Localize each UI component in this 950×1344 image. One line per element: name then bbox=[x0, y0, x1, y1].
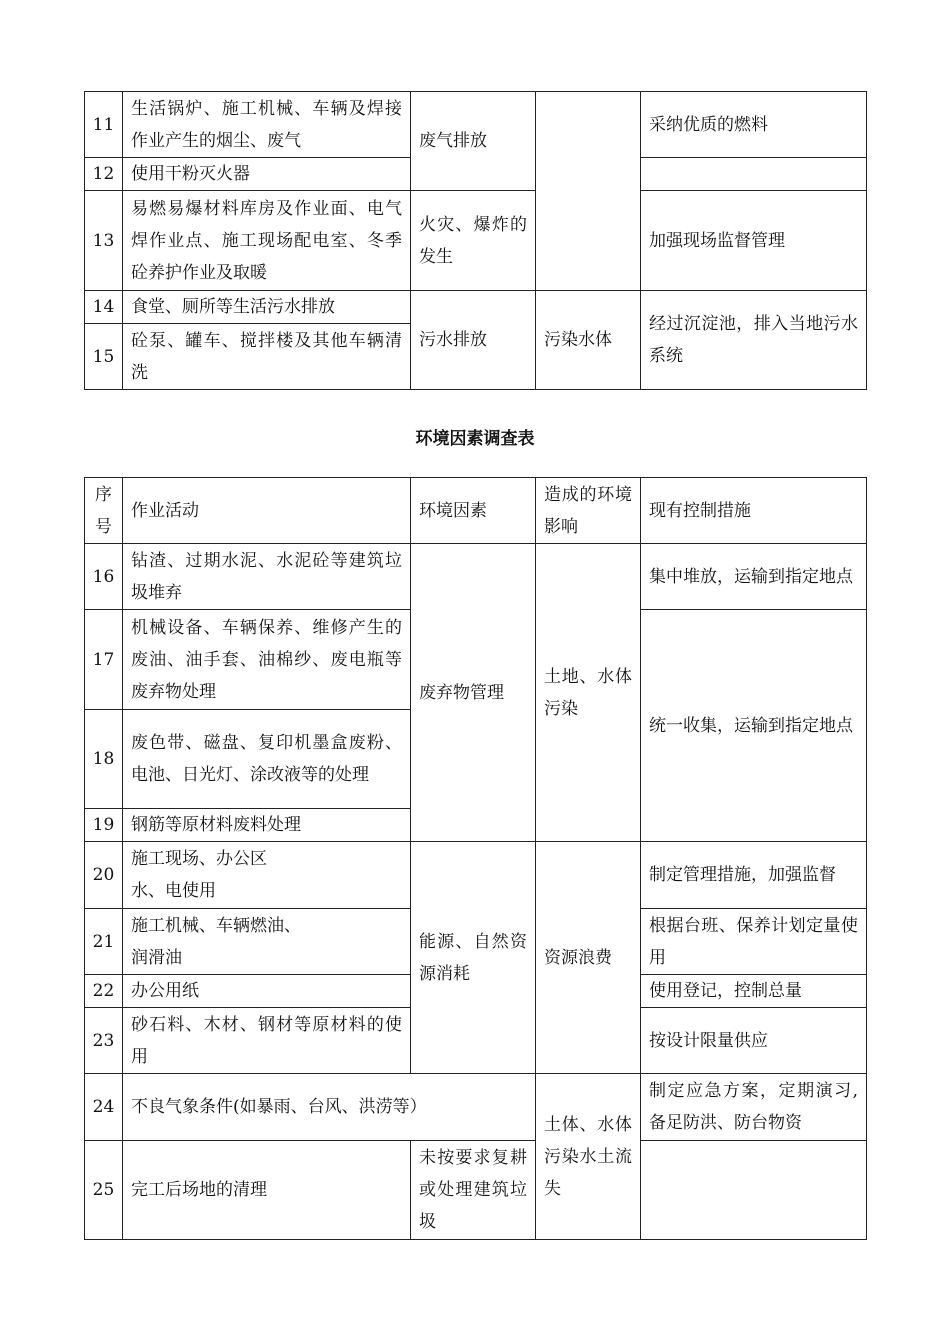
factor-cell: 能源、自然资源消耗 bbox=[411, 842, 536, 1074]
activity-line: 润滑油 bbox=[131, 947, 182, 968]
row-number: 22 bbox=[85, 975, 123, 1008]
measure-cell: 加强现场监督管理 bbox=[641, 191, 867, 291]
row-number: 14 bbox=[85, 291, 123, 324]
table-row bbox=[85, 1074, 867, 1141]
row-number: 13 bbox=[85, 191, 123, 291]
table-row bbox=[85, 191, 867, 291]
row-number: 15 bbox=[85, 324, 123, 390]
measure-cell: 制定管理措施，加强监督 bbox=[641, 842, 867, 909]
measure-cell: 根据台班、保养计划定量使用 bbox=[641, 909, 867, 975]
impact-cell: 土地、水体污染 bbox=[536, 544, 641, 842]
row-number: 24 bbox=[85, 1074, 123, 1141]
table-row bbox=[85, 544, 867, 610]
row-number: 16 bbox=[85, 544, 123, 610]
row-number: 17 bbox=[85, 610, 123, 710]
table-row bbox=[85, 92, 867, 158]
activity-cell bbox=[123, 909, 411, 975]
row-number: 20 bbox=[85, 842, 123, 909]
activity-line: 水、电使用 bbox=[131, 881, 216, 901]
activity-line: 施工机械、车辆燃油、 bbox=[131, 915, 301, 936]
factor-cell: 火灾、爆炸的发生 bbox=[411, 191, 536, 291]
activity-cell: 使用干粉灭火器 bbox=[123, 158, 411, 191]
measure-cell: 集中堆放，运输到指定地点 bbox=[641, 544, 867, 610]
activity-cell: 砼泵、罐车、搅拌楼及其他车辆清洗 bbox=[123, 324, 411, 390]
activity-cell: 不良气象条件(如暴雨、台风、洪涝等） bbox=[123, 1074, 536, 1141]
measure-cell bbox=[641, 158, 867, 191]
header-activity: 作业活动 bbox=[123, 478, 411, 544]
measure-cell: 采纳优质的燃料 bbox=[641, 92, 867, 158]
impact-cell: 污染水体 bbox=[536, 291, 641, 390]
factor-cell: 污水排放 bbox=[411, 291, 536, 390]
header-measure: 现有控制措施 bbox=[641, 478, 867, 544]
activity-line: 施工现场、办公区 bbox=[131, 849, 267, 869]
activity-cell: 易燃易爆材料库房及作业面、电气焊作业点、施工现场配电室、冬季砼养护作业及取暖 bbox=[123, 191, 411, 291]
factor-cell: 废弃物管理 bbox=[411, 544, 536, 842]
table-row bbox=[85, 291, 867, 324]
row-number: 19 bbox=[85, 809, 123, 842]
environmental-factors-table bbox=[84, 477, 867, 1240]
row-number: 23 bbox=[85, 1008, 123, 1074]
activity-cell: 完工后场地的清理 bbox=[123, 1141, 411, 1240]
table-row bbox=[85, 842, 867, 909]
row-number: 11 bbox=[85, 92, 123, 158]
activity-cell: 生活锅炉、施工机械、车辆及焊接作业产生的烟尘、废气 bbox=[123, 92, 411, 158]
activity-cell: 食堂、厕所等生活污水排放 bbox=[123, 291, 411, 324]
activity-cell: 砂石料、木材、钢材等原材料的使用 bbox=[123, 1008, 411, 1074]
measure-cell: 使用登记，控制总量 bbox=[641, 975, 867, 1008]
pollution-table-continued bbox=[84, 91, 867, 390]
factor-cell: 未按要求复耕或处理建筑垃圾 bbox=[411, 1141, 536, 1240]
header-row bbox=[85, 478, 867, 544]
impact-cell bbox=[536, 92, 641, 291]
measure-cell: 经过沉淀池，排入当地污水系统 bbox=[641, 291, 867, 390]
row-number: 12 bbox=[85, 158, 123, 191]
row-number: 21 bbox=[85, 909, 123, 975]
impact-cell: 资源浪费 bbox=[536, 842, 641, 1074]
impact-cell: 土体、水体污染水土流失 bbox=[536, 1074, 641, 1240]
table-title: 环境因素调查表 bbox=[415, 429, 535, 449]
header-factor: 环境因素 bbox=[411, 478, 536, 544]
measure-cell: 统一收集，运输到指定地点 bbox=[641, 610, 867, 842]
activity-cell: 钢筋等原材料废料处理 bbox=[123, 809, 411, 842]
row-number: 18 bbox=[85, 710, 123, 809]
activity-cell: 机械设备、车辆保养、维修产生的废油、油手套、油棉纱、废电瓶等废弃物处理 bbox=[123, 610, 411, 710]
table-row bbox=[85, 1141, 867, 1240]
header-impact: 造成的环境影响 bbox=[536, 478, 641, 544]
activity-cell: 钻渣、过期水泥、水泥砼等建筑垃圾堆弃 bbox=[123, 544, 411, 610]
row-number: 25 bbox=[85, 1141, 123, 1240]
header-no: 序号 bbox=[85, 478, 123, 544]
measure-cell: 按设计限量供应 bbox=[641, 1008, 867, 1074]
measure-cell: 制定应急方案，定期演习,备足防洪、防台物资 bbox=[641, 1074, 867, 1141]
activity-cell: 废色带、磁盘、复印机墨盒废粉、电池、日光灯、涂改液等的处理 bbox=[123, 710, 411, 809]
activity-cell bbox=[123, 842, 411, 909]
activity-cell: 办公用纸 bbox=[123, 975, 411, 1008]
factor-cell: 废气排放 bbox=[411, 92, 536, 191]
measure-cell bbox=[641, 1141, 867, 1240]
